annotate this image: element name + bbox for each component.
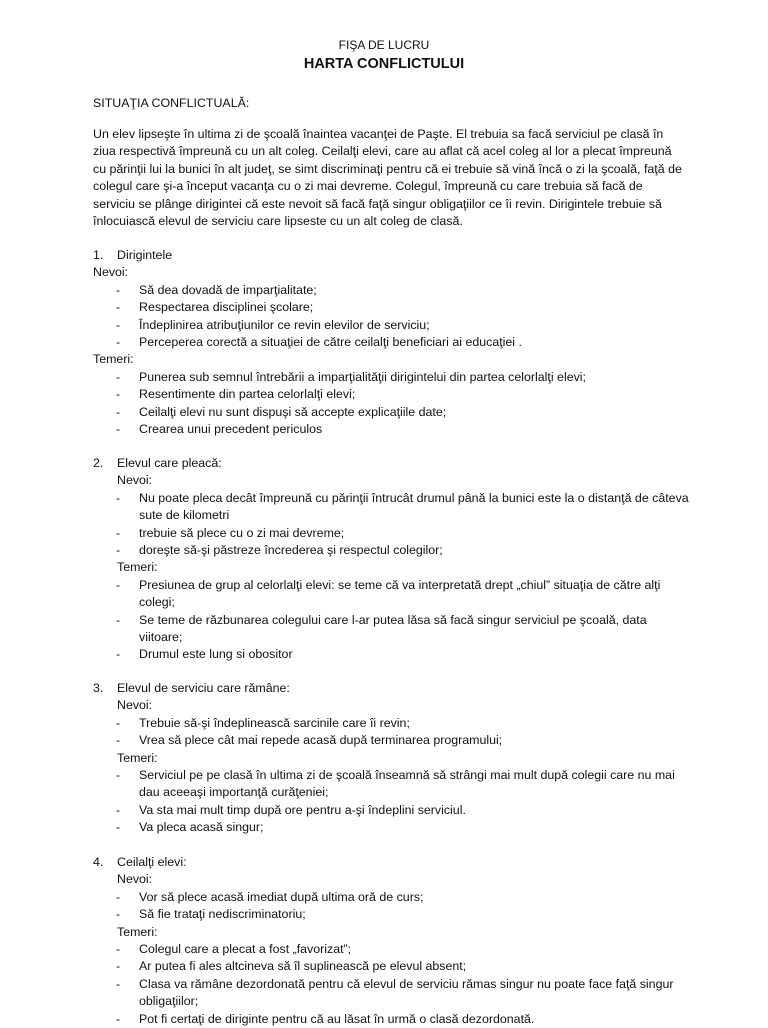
list-item: - Se teme de răzbunarea colegului care l-ar putea lăsa să facă singur serviciul pe şcoală, data viitoare; [93, 612, 693, 647]
section-number: 1. [93, 248, 104, 262]
list-item: - Colegul care a plecat a fost „favorizat”; [93, 941, 693, 958]
section-title-text: Elevul care pleacă: [117, 456, 222, 470]
section-title [93, 455, 693, 472]
section-2 [93, 455, 693, 664]
section-1 [93, 247, 693, 438]
fears-list [93, 941, 693, 1028]
needs-label: Nevoi: [117, 698, 153, 713]
list-item: - Perceperea corectă a situaţiei de către ceilalţi beneficiari ai educaţiei . [93, 334, 693, 351]
list-item: - Vrea să plece cât mai repede acasă după terminarea programului; [93, 732, 693, 749]
list-item: - Să fie trataţi nediscriminatoriu; [93, 906, 693, 923]
section-title-text: Ceilalţi elevi: [117, 855, 187, 869]
document-kicker: FIŞA DE LUCRU [338, 38, 430, 52]
needs-list [93, 282, 693, 352]
needs-list [93, 715, 693, 750]
section-3 [93, 680, 693, 837]
section-4 [93, 854, 693, 1028]
list-item: - Clasa va rămâne dezordonată pentru că elevul de serviciu rămas singur nu poate face faţă singur obligaţiilor; [93, 976, 693, 1011]
section-title [93, 680, 693, 697]
list-item: - doreşte să-şi păstreze încrederea şi respectul colegilor; [93, 542, 693, 559]
situation-text: Un elev lipseşte în ultima zi de şcoală înaintea vacanţei de Paşte. El trebuia sa facă serviciul pe clasă în ziua respectivă împreună cu un alt coleg. Ceilalţi elevi, care au aflat că acel coleg al lor a plecat împreună cu părinţii lui la bunici în alt judeţ, se simt discriminaţi pentru că ei trebuie să vină încă o zi la şcoală, faţă de colegul care şi-a început vacanţa cu o zi mai devreme. Colegul, împreună cu care trebuia să facă de serviciu se plânge dirigintei că este nevoit să facă faţă singur obligaţiilor ce îi revin. Dirigintele trebuie să înlocuiască elevul de serviciu care lipseste cu un alt coleg de clasă. [93, 127, 682, 229]
section-title-text: Dirigintele [117, 248, 173, 262]
section-number: 2. [93, 456, 104, 470]
list-item: - Va sta mai mult timp după ore pentru a-şi îndeplini serviciul. [93, 802, 693, 819]
needs-list [93, 490, 693, 560]
list-item: - Punerea sub semnul întrebării a imparţialităţii dirigintelui din partea celorlalţi elevi; [93, 369, 693, 386]
needs-label: Nevoi: [93, 265, 129, 280]
list-item: - Să dea dovadă de imparţialitate; [93, 282, 693, 299]
needs-label: Nevoi: [117, 872, 153, 887]
list-item: - Îndeplinirea atribuţiunilor ce revin elevilor de serviciu; [93, 317, 693, 334]
fears-label: Temeri: [93, 352, 134, 367]
section-title-text: Elevul de serviciu care rămâne: [117, 681, 290, 695]
document-title: HARTA CONFLICTULUI [303, 56, 465, 72]
fears-list [93, 577, 693, 664]
section-title [93, 247, 693, 264]
list-item: - Va pleca acasă singur; [93, 819, 693, 836]
needs-label: Nevoi: [117, 473, 153, 488]
needs-list [93, 889, 693, 924]
list-item: - Vor să plece acasă imediat după ultima oră de curs; [93, 889, 693, 906]
section-number: 4. [93, 855, 104, 869]
section-number: 3. [93, 681, 104, 695]
situation-label: SITUAŢIA CONFLICTUALĂ: [93, 96, 250, 110]
list-item: - Ceilalţi elevi nu sunt dispuşi să accepte explicaţiile date; [93, 404, 693, 421]
list-item: - trebuie să plece cu o zi mai devreme; [93, 525, 693, 542]
list-item: - Resentimente din partea celorlalţi elevi; [93, 386, 693, 403]
list-item: - Crearea unui precedent periculos [93, 421, 693, 438]
fears-label: Temeri: [117, 560, 158, 575]
list-item: - Trebuie să-şi îndeplinească sarcinile care îi revin; [93, 715, 693, 732]
section-title [93, 854, 693, 871]
fears-list [93, 767, 693, 837]
list-item: - Nu poate pleca decât împreună cu părinţii întrucât drumul până la bunici este la o distanţă de câteva sute de kilometri [93, 490, 693, 525]
list-item: - Ar putea fi ales altcineva să îl suplinească pe elevul absent; [93, 958, 693, 975]
list-item: - Serviciul pe pe clasă în ultima zi de şcoală înseamnă să strângi mai mult după colegii care nu mai dau aceeaşi importanţă curăţeniei; [93, 767, 693, 802]
list-item: - Pot fi certaţi de diriginte pentru că au lăsat în urmă o clasă dezordonată. [93, 1011, 693, 1028]
list-item: - Respectarea disciplinei şcolare; [93, 299, 693, 316]
fears-label: Temeri: [117, 750, 158, 765]
fears-list [93, 369, 693, 439]
fears-label: Temeri: [117, 924, 158, 939]
list-item: - Presiunea de grup al celorlalţi elevi: se teme că va interpretată drept „chiul” situaţia de către alţi colegi; [93, 577, 693, 612]
list-item: - Drumul este lung si obositor [93, 646, 693, 663]
